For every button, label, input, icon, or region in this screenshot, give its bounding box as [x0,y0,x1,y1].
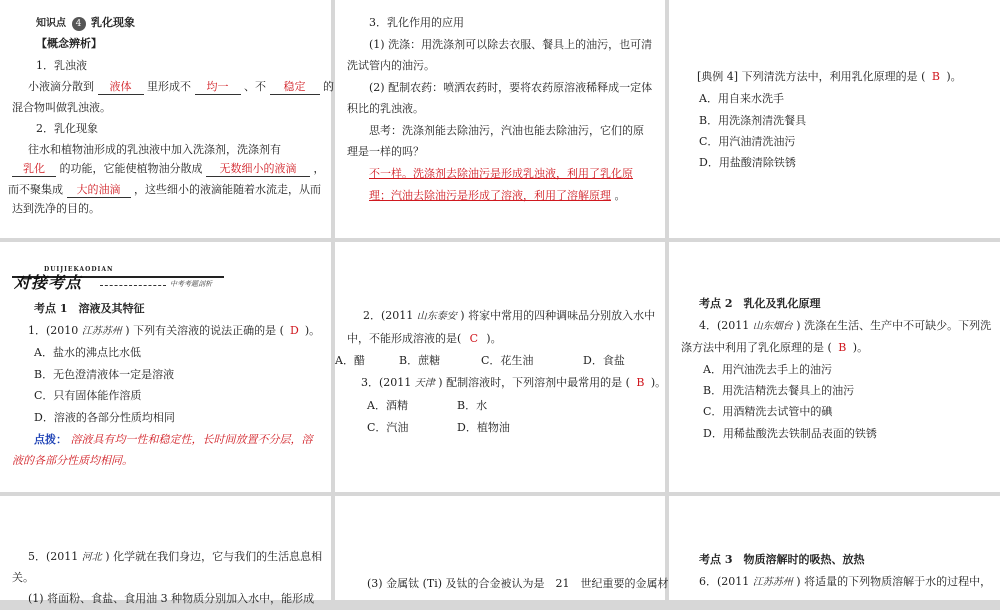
question-line [28,546,322,569]
section-heading [36,12,135,35]
question-text: )。 [486,332,502,345]
question-text: 1．(2010 [28,324,79,337]
option-c: C．只有固体能作溶质 [34,389,142,402]
question-source: 江苏苏州 [752,577,793,588]
answer-blank: 乳化 [12,162,56,177]
banner-dashed-arrow [100,285,166,286]
tip-line [34,429,313,451]
question-text: 中，不能形成溶液的是( [347,332,462,345]
option-d: D．溶液的各部分性质均相同 [34,411,175,424]
text-line: (2) 配制农药：喷洒农药时，要将农药原溶液稀释成一定体 [369,81,653,94]
question-text: [典例 4] 下列清洗方法中，利用乳化原理的是 ( [697,70,926,83]
answer-blank: 大的油滴 [67,183,131,198]
option-b: B．用洗洁精洗去餐具上的油污 [703,384,855,397]
option-a: A．醋 [335,354,365,367]
question-line [347,328,502,350]
question-text: 3．(2011 [361,376,412,389]
tip-label: 点拨： [34,433,67,446]
answer-text: 理；汽油去除油污是形成了溶液，利用了溶解原理 [369,189,611,202]
question-line [699,571,991,594]
question-line [697,66,962,88]
answer-blank: 液体 [98,80,144,95]
text-line: 往水和植物油形成的乳浊液中加入洗涤剂，洗涤剂有 [28,143,281,156]
exam-point-title: 考点 2 乳化及乳化原理 [699,297,821,310]
banner-subtitle: 中考考题剖析 [170,280,212,288]
text-line: 混合物叫做乳浊液。 [12,101,111,114]
answer-blank: 无数细小的液滴 [206,162,310,177]
option-c: C．用酒精洗去试管中的碘 [703,405,833,418]
text-fragment: ， [313,162,325,175]
text-line: 洗试管内的油污。 [347,59,435,72]
panel-exam-point-2 [669,242,1000,492]
text-fragment: 的功能，它能使植物油分散成 [59,162,203,175]
answer-line: 不一样。洗涤剂去除油污是形成乳浊液，利用了乳化原 [369,167,633,180]
question-text: ) 配制溶液时，下列溶剂中最常用的是 ( [438,376,630,389]
exam-point-title: 考点 1 溶液及其特征 [34,302,145,315]
question-source: 江苏苏州 [81,326,122,337]
exam-point-title: 考点 3 物质溶解时的吸热、放热 [699,553,865,566]
text-fragment: 而不聚集成 [8,183,63,196]
panel-question-5 [0,496,331,605]
panel-questions-2-3 [335,242,665,492]
option-d: D．用盐酸清除铁锈 [699,156,796,169]
heading-prefix: 知识点 [36,18,66,29]
text-line: 达到洗净的目的。 [12,202,100,215]
banner-pinyin: DUIJIEKAODIAN [44,266,114,273]
text-fragment: 小液滴分散到 [28,80,94,93]
text-fragment: 、不 [244,80,266,93]
option-a: A．盐水的沸点比水低 [34,346,141,359]
option-a: A．用汽油洗去手上的油污 [703,363,832,376]
panel-exam-point-1 [0,242,331,492]
text-fragment: 里形成不 [147,80,191,93]
concept-label: 【概念辨析】 [36,37,102,50]
tip-text: 溶液具有均一性和稳定性，长时间放置不分层，溶 [70,433,313,446]
heading-title: 乳化现象 [91,16,135,29]
question-text: ) 化学就在我们身边，它与我们的生活息息相 [105,550,323,563]
option-d: D．用稀盐酸洗去铁制品表面的铁锈 [703,427,877,440]
panel-emulsion-applications [335,0,665,238]
panel-exam-point-3 [669,496,1000,600]
text-line: 积比的乳浊液。 [347,102,424,115]
text-line: (3) 金属钛 (Ti) 及钛的合金被认为是 21 世纪重要的金属材 [367,577,669,590]
subsection-title: 3．乳化作用的应用 [369,16,464,29]
question-text: ) 将家中常用的四种调味品分别放入水中 [460,309,656,322]
text-line: (1) 将面粉、食盐、食用油 3 种物质分别加入水中，能形成 [28,592,315,605]
answer-letter: B [931,70,940,83]
question-text: ) 将适量的下列物质溶解于水的过程中， [796,575,992,588]
option-c: C．花生油 [481,354,534,367]
question-text: )。 [852,341,869,354]
question-text: 2．(2011 [363,309,414,322]
question-text: ) 洗涤在生活、生产中不可缺少。下列洗 [796,319,992,332]
text-line: (1) 洗涤：用洗涤剂可以除去衣服、餐具上的油污，也可清 [369,38,653,51]
option-b: B．蔗糖 [399,354,441,367]
option-b: B．无色澄清液体一定是溶液 [34,368,175,381]
answer-letter: D [289,324,299,337]
option-d: D．植物油 [457,421,510,434]
question-source: 山东烟台 [752,321,793,332]
subsection-title: 1．乳浊液 [36,59,87,72]
question-text: )。 [650,376,667,389]
option-c: C．用汽油清洗油污 [699,135,796,148]
question-line [28,320,320,343]
option-b: B．水 [457,399,488,412]
panel-knowledge-point-4 [0,0,334,238]
panel-question-continued [335,496,669,600]
text-fragment: 。 [614,189,626,202]
question-text: 涤方法中利用了乳化原理的是 ( [681,341,832,354]
question-text: )。 [946,70,962,83]
answer-letter: B [636,376,645,389]
question-text: )。 [304,324,321,337]
question-source: 河北 [81,552,102,563]
answer-letter: C [469,332,478,345]
question-text: ) 下列有关溶液的说法正确的是 ( [125,324,284,337]
option-c: C．汽油 [367,421,409,434]
question-text: 4．(2011 [699,319,750,332]
question-line [361,372,666,395]
question-text: 6．(2011 [699,575,750,588]
answer-letter: B [838,341,847,354]
text-line: 关。 [12,571,34,584]
option-a: A．用自来水洗手 [699,92,784,105]
answer-line [369,185,626,207]
question-text: 5．(2011 [28,550,79,563]
text-fragment: ，这些细小的液滴能随着水流走，从而 [134,183,321,196]
text-line: 理是一样的吗？ [347,145,424,158]
question-source: 天津 [414,378,435,389]
option-a: A．酒精 [367,399,408,412]
tip-line: 液的各部分性质均相同。 [12,454,133,467]
banner-title: 对接考点 [14,273,83,292]
subsection-title: 2．乳化现象 [36,122,98,135]
question-source: 山东泰安 [416,311,457,322]
heading-number-badge: 4 [72,17,86,31]
option-b: B．用洗涤剂清洗餐具 [699,114,807,127]
text-line [12,158,325,180]
panel-example-4 [669,0,1000,238]
question-line [681,337,868,359]
text-line: 思考：洗涤剂能去除油污，汽油也能去除油污，它们的原 [369,124,644,137]
question-line [363,305,655,328]
answer-blank: 均一 [195,80,241,95]
question-line [699,315,991,338]
option-d: D．食盐 [583,354,625,367]
text-line [28,76,334,98]
text-fragment: 的 [323,80,334,93]
answer-blank: 稳定 [270,80,320,95]
